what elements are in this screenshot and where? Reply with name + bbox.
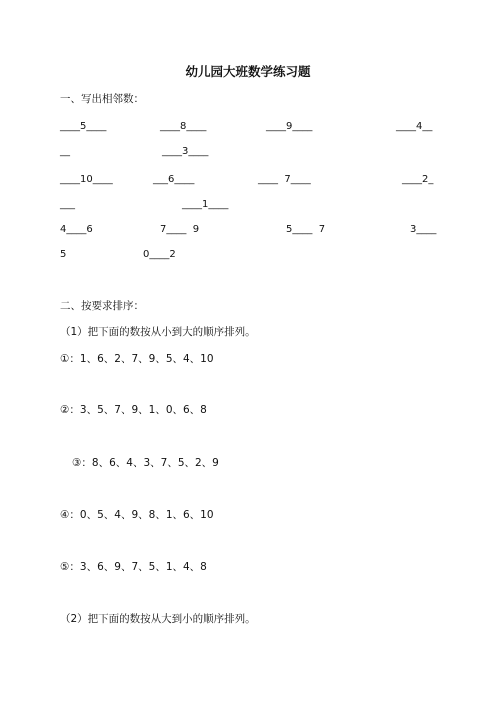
adjacent-blank-3: ____3____ bbox=[162, 146, 209, 157]
between-blank-3-5-cont: 5 bbox=[60, 249, 67, 260]
sort-item-3: ③：8、6、4、3、7、5、2、9 bbox=[72, 457, 219, 469]
adjacent-blank-1: ____1____ bbox=[182, 199, 229, 210]
adjacent-blank-9: ____9____ bbox=[266, 121, 313, 132]
sort-item-1: ①：1、6、2、7、9、5、4、10 bbox=[60, 353, 214, 365]
between-blank-4-6: 4____6 bbox=[60, 224, 93, 235]
between-blank-3-5: 3____ bbox=[410, 224, 437, 235]
between-blank-7-9: 7____ 9 bbox=[160, 224, 200, 235]
adjacent-blank-2-cont: ___ bbox=[60, 199, 75, 210]
between-blank-5-7: 5____ 7 bbox=[286, 224, 326, 235]
adjacent-blank-7: ____ 7____ bbox=[258, 174, 311, 185]
adjacent-blank-10: ____10____ bbox=[60, 174, 113, 185]
adjacent-blank-5: ____5____ bbox=[60, 121, 107, 132]
section1-heading: 一、写出相邻数： bbox=[60, 93, 144, 105]
sort-item-4: ④：0、5、4、9、8、1、6、10 bbox=[60, 509, 214, 521]
sort-item-2: ②：3、5、7、9、1、0、6、8 bbox=[60, 404, 207, 416]
sort-ascending-instruction: （1）把下面的数按从小到大的顺序排列。 bbox=[60, 326, 256, 338]
adjacent-blank-6: ___6____ bbox=[153, 174, 195, 185]
between-blank-0-2: 0____2 bbox=[143, 249, 176, 260]
sort-item-5: ⑤：3、6、9、7、5、1、4、8 bbox=[60, 561, 207, 573]
adjacent-blank-2: ____2_ bbox=[402, 174, 434, 185]
adjacent-blank-8: ____8____ bbox=[160, 121, 207, 132]
adjacent-blank-4: ____4__ bbox=[396, 121, 433, 132]
section2-heading: 二、按要求排序： bbox=[60, 300, 144, 312]
sort-descending-instruction: （2）把下面的数按从大到小的顺序排列。 bbox=[60, 613, 256, 625]
page-title: 幼儿园大班数学练习题 bbox=[185, 64, 311, 79]
adjacent-blank-4-cont: __ bbox=[60, 146, 70, 157]
